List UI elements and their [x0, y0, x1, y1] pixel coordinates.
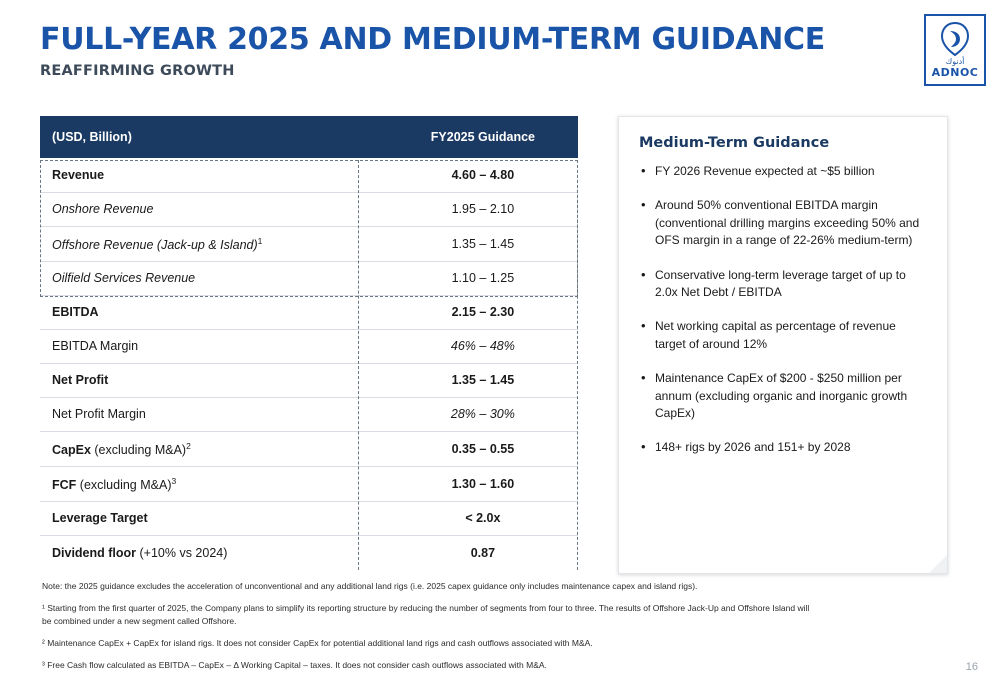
- table-row: [40, 397, 578, 431]
- footnote: ³ Free Cash flow calculated as EBITDA – CapEx – Δ Working Capital – taxes. It does not consider cash outflows associated with M&A.: [42, 660, 547, 671]
- table-row: [40, 501, 578, 535]
- table-row: [40, 329, 578, 363]
- table-cell-label: EBITDA: [40, 295, 388, 329]
- guidance-table: [40, 116, 578, 569]
- table-cell-label: Dividend floor (+10% vs 2024): [52, 545, 228, 560]
- table-row: [40, 535, 578, 569]
- list-item: • FY 2026 Revenue expected at ~$5 billion: [641, 163, 927, 180]
- table-row: [40, 158, 578, 192]
- adnoc-falcon-icon: [940, 22, 970, 56]
- table-row: [40, 466, 578, 501]
- list-item: • Maintenance CapEx of $200 - $250 million per annum (excluding organic and inorganic growth CapEx): [641, 370, 927, 422]
- table-header-row: [40, 116, 578, 158]
- table-row: [40, 295, 578, 329]
- table-cell-label: Revenue: [40, 158, 388, 192]
- table-cell-label: Leverage Target: [40, 501, 388, 535]
- table-row: [40, 431, 578, 466]
- table-cell-label: Net Profit Margin: [40, 397, 388, 431]
- page-subtitle: REAFFIRMING GROWTH: [40, 63, 235, 79]
- list-item: • Net working capital as percentage of revenue target of around 12%: [641, 318, 927, 353]
- table-cell-value: 1.30 – 1.60: [388, 466, 578, 501]
- medium-term-guidance-panel: [618, 116, 948, 574]
- panel-title: Medium-Term Guidance: [639, 135, 830, 151]
- adnoc-logo: [924, 14, 986, 86]
- panel-bullet-list: [619, 153, 947, 457]
- table-row: [40, 226, 578, 261]
- table-row: [40, 363, 578, 397]
- table-cell-value: 28% – 30%: [388, 397, 578, 431]
- logo-latin-text: ADNOC: [931, 66, 979, 79]
- table-cell-value: 0.87: [470, 545, 496, 560]
- list-item: • Around 50% conventional EBITDA margin (conventional drilling margins exceeding 50% and OFS margin in a range of 22-26% medium-term): [641, 197, 927, 249]
- list-item: • Conservative long-term leverage target of up to 2.0x Net Debt / EBITDA: [641, 267, 927, 302]
- table-row: [40, 192, 578, 226]
- table-cell-value: 1.35 – 1.45: [388, 363, 578, 397]
- footnote: ¹ Starting from the first quarter of 2025, the Company plans to simplify its reporting structure by reducing the number of segments from four to three. The results of Offshore Jack-Up and Offshore Island will be combined under a new segment called Offshore.: [42, 603, 810, 626]
- footnote: ² Maintenance CapEx + CapEx for island rigs. It does not consider CapEx for potential additional land rigs and cash outflows associated with M&A.: [42, 637, 593, 648]
- table-cell-label: Onshore Revenue: [40, 192, 388, 226]
- table-header-value: FY2025 Guidance: [388, 116, 578, 158]
- list-item: • 148+ rigs by 2026 and 151+ by 2028: [641, 439, 927, 456]
- table-row: [40, 261, 578, 295]
- logo-arabic-text: أدنوك: [945, 57, 965, 66]
- footnotes: [42, 580, 812, 682]
- footnote: Note: the 2025 guidance excludes the acceleration of unconventional and any additional land rigs (i.e. 2025 capex guidance only includes maintenance capex and island rigs).: [42, 581, 698, 591]
- table-cell-label: Net Profit: [40, 363, 388, 397]
- table-cell-label: FCF (excluding M&A)$^3$: [40, 466, 388, 501]
- table-cell-label: Offshore Revenue (Jack-up & Island)$^1$: [40, 226, 388, 261]
- table-cell-label: EBITDA Margin: [40, 329, 388, 363]
- table-header-metric: (USD, Billion): [40, 116, 388, 158]
- table-cell-value: < 2.0x: [388, 501, 578, 535]
- table-cell-value: 4.60 – 4.80: [388, 158, 578, 192]
- table-cell-label: CapEx (excluding M&A)$^2$: [40, 431, 388, 466]
- table-cell-value: 1.10 – 1.25: [388, 261, 578, 295]
- table-cell-value: 0.35 – 0.55: [388, 431, 578, 466]
- table-cell-value: 1.35 – 1.45: [388, 226, 578, 261]
- table-cell-value: 1.95 – 2.10: [388, 192, 578, 226]
- table-cell-label: Oilfield Services Revenue: [40, 261, 388, 295]
- page-title: FULL-YEAR 2025 AND MEDIUM-TERM GUIDANCE: [40, 22, 825, 57]
- table-cell-value: 2.15 – 2.30: [388, 295, 578, 329]
- page-number: 16: [965, 661, 978, 673]
- table-cell-value: 46% – 48%: [388, 329, 578, 363]
